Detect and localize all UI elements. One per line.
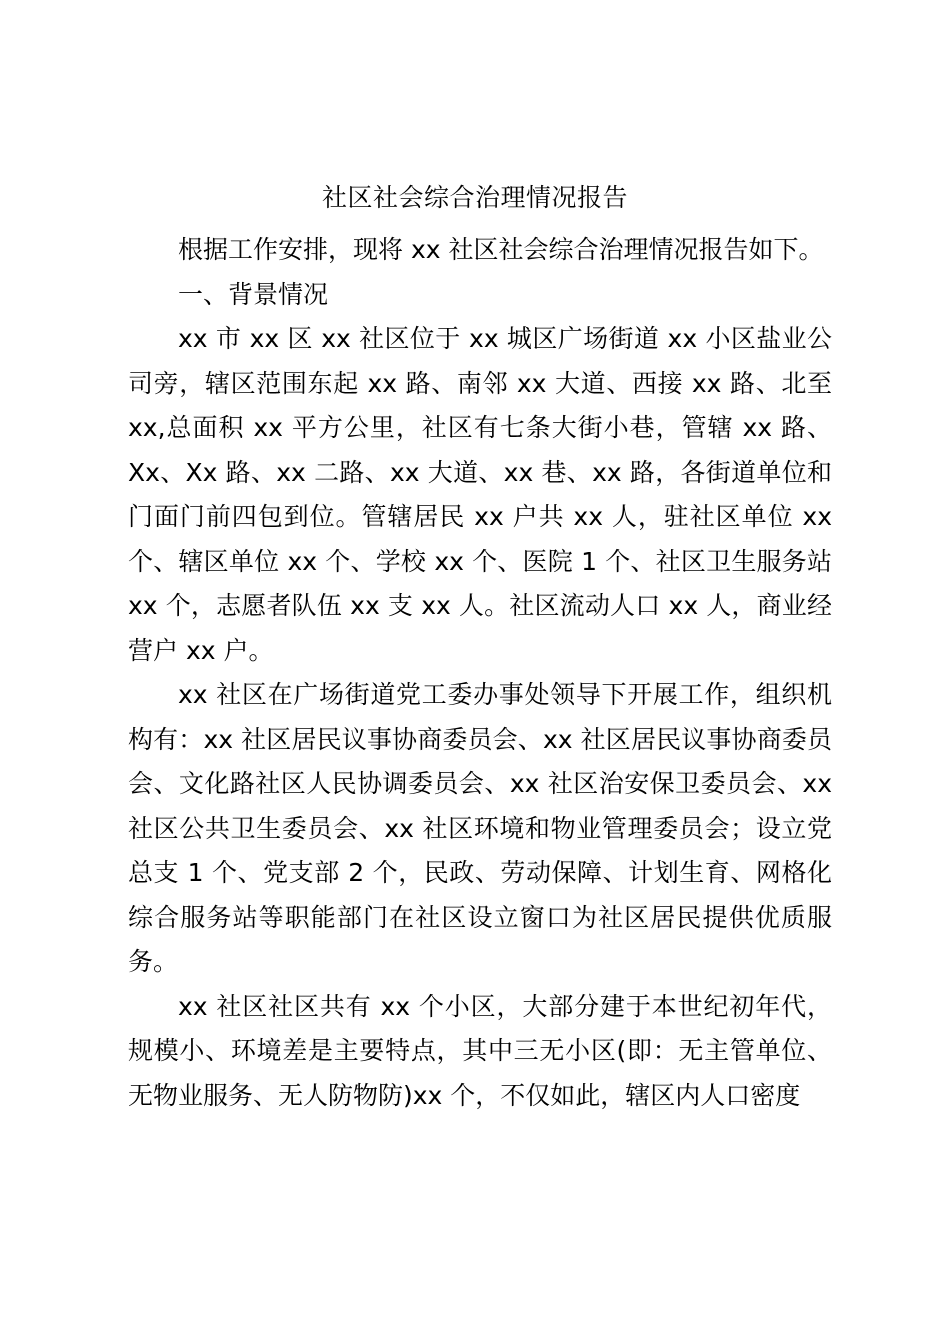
- paragraph-organization: xx 社区在广场街道党工委办事处领导下开展工作，组织机构有：xx 社区居民议事协商委员会、xx 社区居民议事协商委员会、文化路社区人民协调委员会、xx 社区治安保卫委员会、xx 社区公共卫生委员会、xx 社区环境和物业管理委员会；设立党总支 1 个、党支部 2 个，民政、劳动保障、计划生育、网格化综合服务站等职能部门在社区设立窗口为社区居民提供优质服务。: [128, 680, 832, 976]
- paragraph-community-location: xx 市 xx 区 xx 社区位于 xx 城区广场街道 xx 小区盐业公司旁，辖区范围东起 xx 路、南邻 xx 大道、西接 xx 路、北至 xx,总面积 xx 平方公里，社区有七条大街小巷，管辖 xx 路、Xx、Xx 路、xx 二路、xx 大道、xx 巷、xx 路，各街道单位和门面门前四包到位。管辖居民 xx 户共 xx 人，驻社区单位 xx 个、辖区单位 xx 个、学校 xx 个、医院 1 个、社区卫生服务站 xx 个，志愿者队伍 xx 支 xx 人。社区流动人口 xx 人，商业经营户 xx 户。: [128, 324, 832, 665]
- paragraph-residential-areas: xx 社区社区共有 xx 个小区，大部分建于本世纪初年代，规模小、环境差是主要特点，其中三无小区(即：无主管单位、无物业服务、无人防物防)xx 个，不仅如此，辖区内人口密度: [128, 991, 832, 1110]
- intro-paragraph: 根据工作安排，现将 xx 社区社会综合治理情况报告如下。: [178, 235, 824, 264]
- document-title: 社区社会综合治理情况报告: [321, 183, 628, 212]
- section-heading-background: 一、背景情况: [178, 279, 329, 309]
- document-body: [128, 228, 832, 1118]
